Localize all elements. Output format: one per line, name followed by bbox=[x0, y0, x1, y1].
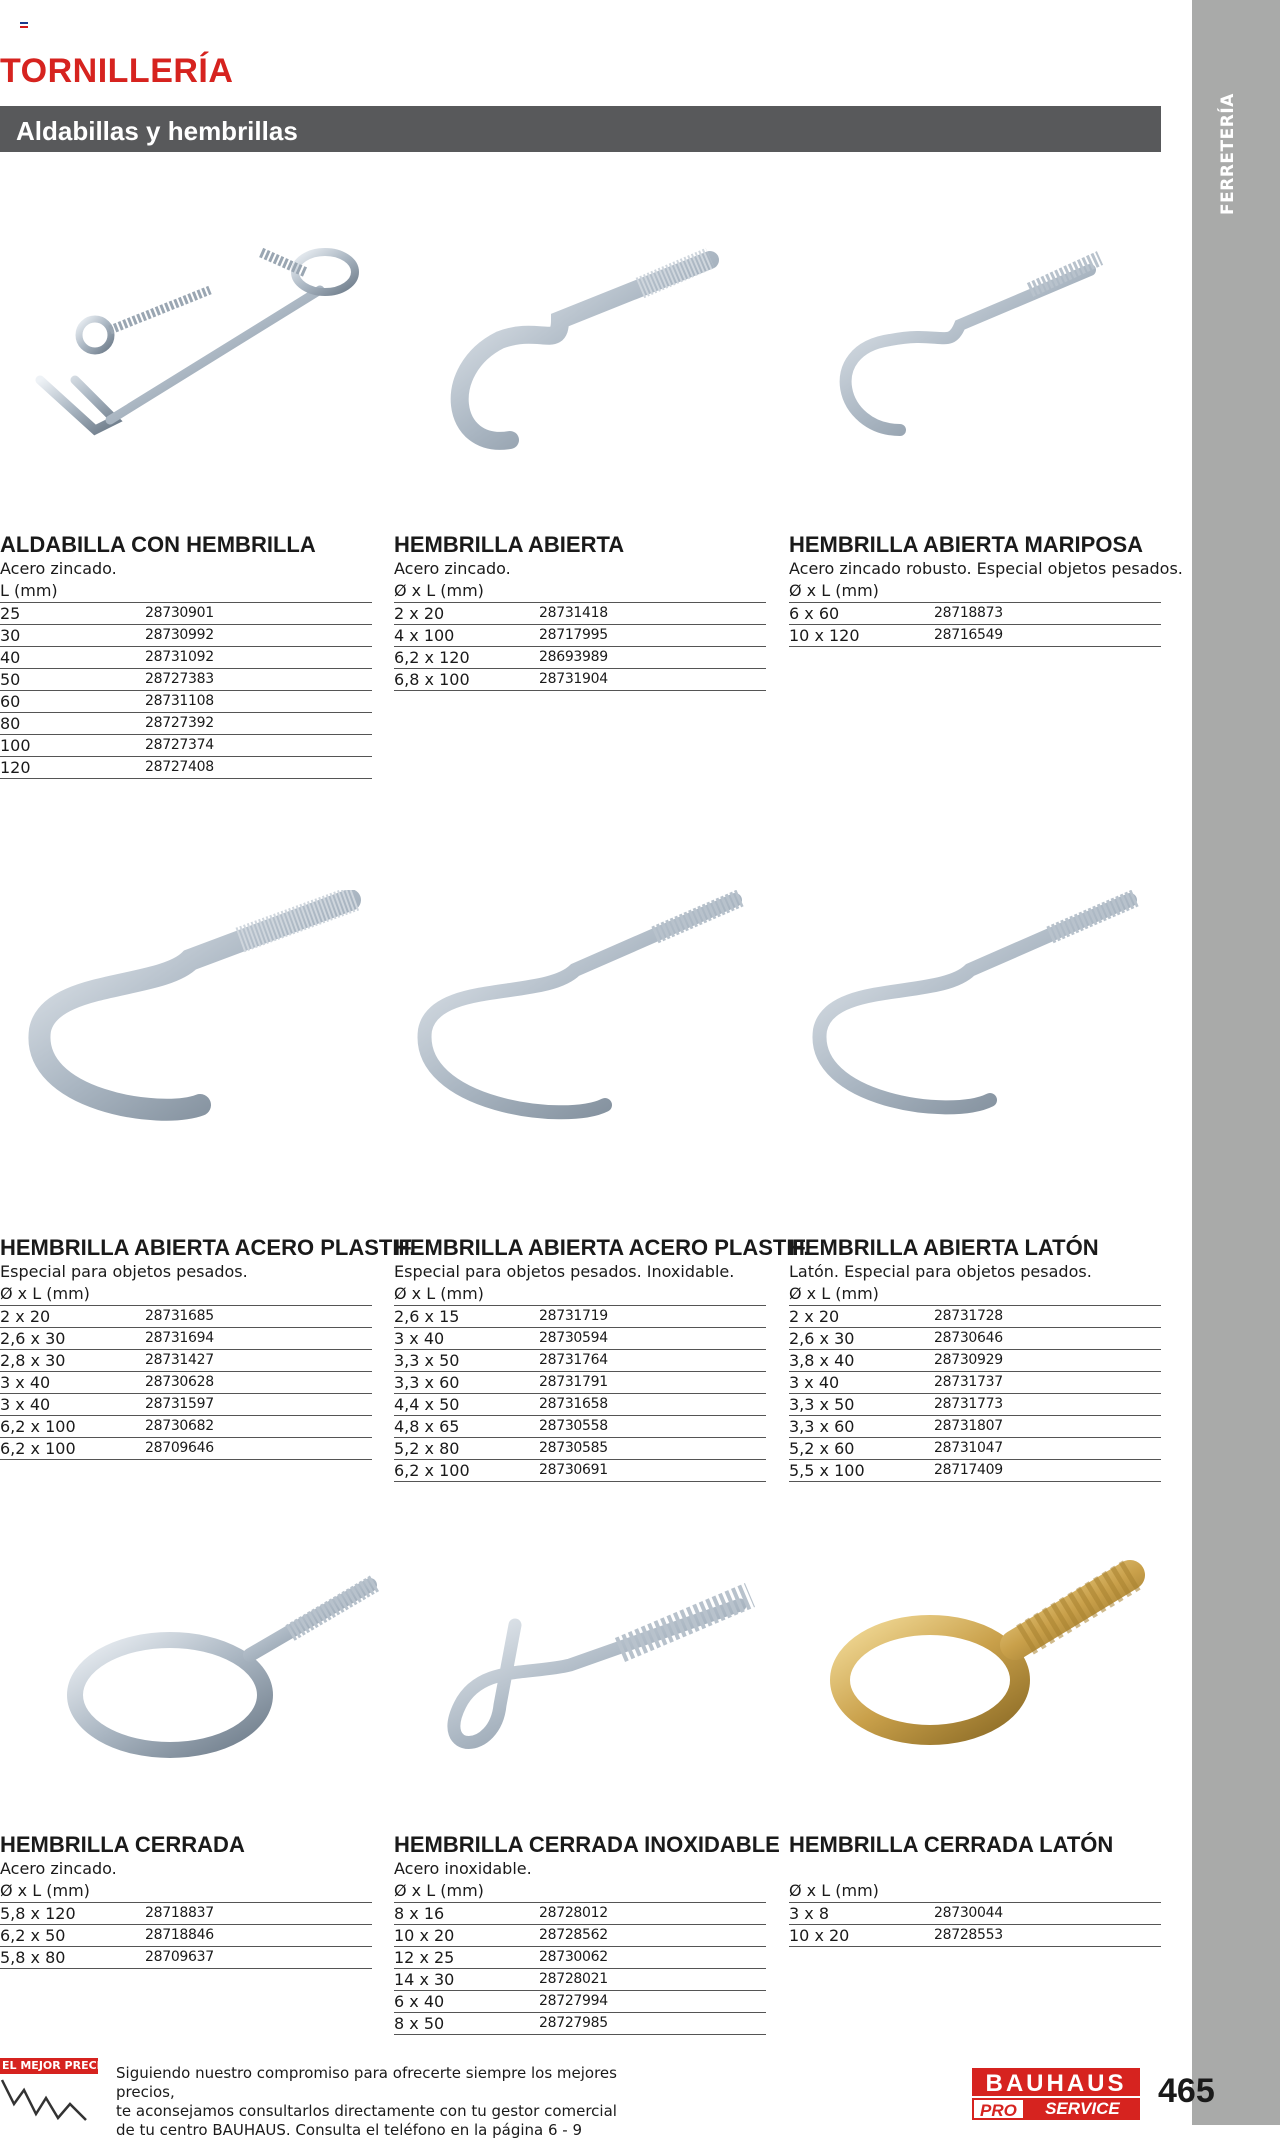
table-row bbox=[394, 1991, 766, 2013]
table-row bbox=[789, 1903, 1161, 1925]
size-cell: 40 bbox=[0, 648, 21, 667]
table-row bbox=[0, 1438, 372, 1460]
product-acero-plastif-inox bbox=[394, 1235, 810, 1482]
size-cell: 12 x 25 bbox=[394, 1948, 455, 1967]
table-row bbox=[394, 625, 766, 647]
table-row bbox=[0, 757, 372, 779]
code-cell: 28730992 bbox=[145, 627, 214, 643]
table-row bbox=[394, 1306, 766, 1328]
size-cell: 3,3 x 50 bbox=[394, 1351, 460, 1370]
sku-table bbox=[789, 603, 1161, 647]
code-cell: 28731597 bbox=[145, 1396, 214, 1412]
code-cell: 28727383 bbox=[145, 671, 214, 687]
code-cell: 28730062 bbox=[539, 1949, 608, 1965]
product-title: ALDABILLA CON HEMBRILLA bbox=[0, 532, 316, 557]
table-row bbox=[394, 1438, 766, 1460]
table-row bbox=[0, 1394, 372, 1416]
page-number: 465 bbox=[1158, 2072, 1215, 2110]
size-cell: 3,3 x 60 bbox=[789, 1417, 855, 1436]
logo-pro: PRO bbox=[972, 2098, 1025, 2120]
code-cell: 28718846 bbox=[145, 1927, 214, 1943]
table-row bbox=[0, 1947, 372, 1969]
product-desc: Especial para objetos pesados. bbox=[0, 1262, 248, 1281]
code-cell: 28731418 bbox=[539, 605, 608, 621]
table-row bbox=[0, 669, 372, 691]
table-row bbox=[394, 1460, 766, 1482]
product-title: HEMBRILLA CERRADA bbox=[0, 1832, 245, 1857]
product-desc: Acero zincado robusto. Especial objetos pesados. bbox=[789, 559, 1183, 578]
side-band bbox=[1192, 0, 1280, 2125]
table-row bbox=[789, 1925, 1161, 1947]
size-cell: 2,6 x 30 bbox=[789, 1329, 855, 1348]
column-header: Ø x L (mm) bbox=[789, 580, 1161, 603]
section-bar bbox=[0, 106, 1161, 152]
code-cell: 28730628 bbox=[145, 1374, 214, 1390]
size-cell: 30 bbox=[0, 626, 21, 645]
code-cell: 28730901 bbox=[145, 605, 214, 621]
code-cell: 28730682 bbox=[145, 1418, 214, 1434]
table-row bbox=[394, 1903, 766, 1925]
product-desc: Latón. Especial para objetos pesados. bbox=[789, 1262, 1092, 1281]
code-cell: 28728562 bbox=[539, 1927, 608, 1943]
table-row bbox=[394, 1350, 766, 1372]
table-row bbox=[789, 1416, 1161, 1438]
size-cell: 2 x 20 bbox=[789, 1307, 840, 1326]
page-title: TORNILLERÍA bbox=[0, 52, 234, 90]
table-row bbox=[0, 1416, 372, 1438]
code-cell: 28731427 bbox=[145, 1352, 214, 1368]
code-cell: 28731694 bbox=[145, 1330, 214, 1346]
best-price-badge bbox=[0, 2058, 111, 2125]
size-cell: 6 x 40 bbox=[394, 1992, 445, 2011]
code-cell: 28727994 bbox=[539, 1993, 608, 2009]
code-cell: 28731092 bbox=[145, 649, 214, 665]
size-cell: 2,6 x 30 bbox=[0, 1329, 66, 1348]
product-title: HEMBRILLA ABIERTA MARIPOSA bbox=[789, 532, 1144, 557]
code-cell: 28731773 bbox=[934, 1396, 1003, 1412]
column-header: Ø x L (mm) bbox=[394, 1880, 766, 1903]
hook-and-eye-latch-icon bbox=[20, 230, 400, 490]
size-cell: 6,2 x 100 bbox=[394, 1461, 470, 1480]
side-tab-label: FERRETERÍA bbox=[1218, 93, 1238, 215]
code-cell: 28731685 bbox=[145, 1308, 214, 1324]
code-cell: 28709646 bbox=[145, 1440, 214, 1456]
size-cell: 6,2 x 120 bbox=[394, 648, 470, 667]
table-row bbox=[394, 1416, 766, 1438]
code-cell: 28728021 bbox=[539, 1971, 608, 1987]
code-cell: 28731108 bbox=[145, 693, 214, 709]
product-desc: Acero zincado. bbox=[0, 559, 117, 578]
product-cerrada-laton bbox=[789, 1832, 1161, 1947]
table-row bbox=[394, 2013, 766, 2035]
size-cell: 3,8 x 40 bbox=[789, 1351, 855, 1370]
code-cell: 28730594 bbox=[539, 1330, 608, 1346]
table-row bbox=[394, 603, 766, 625]
column-header: Ø x L (mm) bbox=[0, 1283, 372, 1306]
size-cell: 5,8 x 120 bbox=[0, 1904, 76, 1923]
size-cell: 6,8 x 100 bbox=[394, 670, 470, 689]
open-hook-machine-thread-icon bbox=[410, 230, 790, 490]
table-row bbox=[789, 1460, 1161, 1482]
size-cell: 2 x 20 bbox=[394, 604, 445, 623]
footer-note-line: te aconsejamos consultarlos directamente con tu gestor comercial bbox=[116, 2102, 617, 2120]
code-cell: 28709637 bbox=[145, 1949, 214, 1965]
open-hook-machine-thread-icon bbox=[10, 890, 390, 1150]
table-row bbox=[394, 1328, 766, 1350]
table-row bbox=[394, 1394, 766, 1416]
brass-eye-screw-icon bbox=[810, 1555, 1190, 1815]
size-cell: 80 bbox=[0, 714, 21, 733]
code-cell: 28728553 bbox=[934, 1927, 1003, 1943]
table-row bbox=[789, 1328, 1161, 1350]
table-row bbox=[394, 669, 766, 691]
sku-table bbox=[789, 1903, 1161, 1947]
size-cell: 120 bbox=[0, 758, 31, 777]
product-title: HEMBRILLA ABIERTA LATÓN bbox=[789, 1235, 1099, 1260]
table-row bbox=[789, 1350, 1161, 1372]
size-cell: 5,2 x 80 bbox=[394, 1439, 460, 1458]
code-cell: 28728012 bbox=[539, 1905, 608, 1921]
product-desc bbox=[789, 1858, 1161, 1880]
product-desc: Acero zincado. bbox=[394, 559, 511, 578]
section-title: Aldabillas y hembrillas bbox=[16, 116, 298, 146]
size-cell: 2,8 x 30 bbox=[0, 1351, 66, 1370]
column-header: Ø x L (mm) bbox=[394, 580, 766, 603]
column-header: L (mm) bbox=[0, 580, 372, 603]
open-hook-wood-screw-icon bbox=[405, 890, 785, 1150]
size-cell: 5,8 x 80 bbox=[0, 1948, 66, 1967]
open-hook-wood-screw-icon bbox=[800, 230, 1180, 490]
table-row bbox=[394, 1372, 766, 1394]
product-title: HEMBRILLA CERRADA INOXIDABLE bbox=[394, 1832, 780, 1857]
price-drop-chart-icon bbox=[0, 2074, 94, 2122]
table-row bbox=[789, 1306, 1161, 1328]
product-title: HEMBRILLA ABIERTA bbox=[394, 532, 625, 557]
code-cell: 28717409 bbox=[934, 1462, 1003, 1478]
product-title: HEMBRILLA ABIERTA ACERO PLASTIF. bbox=[394, 1235, 810, 1260]
table-row bbox=[789, 1438, 1161, 1460]
size-cell: 4,4 x 50 bbox=[394, 1395, 460, 1414]
size-cell: 10 x 20 bbox=[394, 1926, 455, 1945]
table-row bbox=[394, 1969, 766, 1991]
code-cell: 28731764 bbox=[539, 1352, 608, 1368]
size-cell: 3 x 40 bbox=[0, 1373, 51, 1392]
table-row bbox=[789, 603, 1161, 625]
footer-note-line: de tu centro BAUHAUS. Consulta el teléfono en la página 6 - 9 bbox=[116, 2121, 583, 2139]
code-cell: 28727408 bbox=[145, 759, 214, 775]
size-cell: 3 x 8 bbox=[789, 1904, 829, 1923]
product-hembrilla-abierta-mariposa bbox=[789, 532, 1183, 647]
size-cell: 4,8 x 65 bbox=[394, 1417, 460, 1436]
product-aldabilla bbox=[0, 532, 372, 779]
table-row bbox=[0, 1306, 372, 1328]
best-price-badge-label: EL MEJOR PRECIO bbox=[2, 2059, 111, 2072]
code-cell: 28730691 bbox=[539, 1462, 608, 1478]
product-title: HEMBRILLA CERRADA LATÓN bbox=[789, 1832, 1114, 1857]
column-header: Ø x L (mm) bbox=[0, 1880, 372, 1903]
size-cell: 50 bbox=[0, 670, 21, 689]
sku-table bbox=[0, 1903, 372, 1969]
table-row bbox=[0, 735, 372, 757]
product-desc: Acero inoxidable. bbox=[394, 1859, 532, 1878]
size-cell: 10 x 120 bbox=[789, 626, 860, 645]
table-row bbox=[0, 647, 372, 669]
size-cell: 5,5 x 100 bbox=[789, 1461, 865, 1480]
code-cell: 28717995 bbox=[539, 627, 608, 643]
size-cell: 6 x 60 bbox=[789, 604, 840, 623]
table-row bbox=[0, 691, 372, 713]
size-cell: 2 x 20 bbox=[0, 1307, 51, 1326]
table-row bbox=[394, 1947, 766, 1969]
code-cell: 28730646 bbox=[934, 1330, 1003, 1346]
size-cell: 10 x 20 bbox=[789, 1926, 850, 1945]
size-cell: 3 x 40 bbox=[789, 1373, 840, 1392]
code-cell: 28727985 bbox=[539, 2015, 608, 2031]
table-row bbox=[0, 625, 372, 647]
footer-note-line: Siguiendo nuestro compromiso para ofrecerte siempre los mejores precios, bbox=[116, 2064, 617, 2101]
sku-table bbox=[394, 1306, 766, 1482]
code-cell: 28731904 bbox=[539, 671, 608, 687]
size-cell: 100 bbox=[0, 736, 31, 755]
code-cell: 28716549 bbox=[934, 627, 1003, 643]
size-cell: 4 x 100 bbox=[394, 626, 455, 645]
code-cell: 28693989 bbox=[539, 649, 608, 665]
product-cerrada-inoxidable bbox=[394, 1832, 780, 2035]
product-cerrada bbox=[0, 1832, 372, 1969]
product-title: HEMBRILLA ABIERTA ACERO PLASTIF. bbox=[0, 1235, 416, 1260]
code-cell: 28731791 bbox=[539, 1374, 608, 1390]
closed-loop-screw-icon bbox=[420, 1555, 800, 1815]
size-cell: 14 x 30 bbox=[394, 1970, 455, 1989]
top-mark bbox=[20, 22, 28, 24]
table-row bbox=[0, 713, 372, 735]
size-cell: 6,2 x 100 bbox=[0, 1417, 76, 1436]
closed-eye-screw-icon bbox=[50, 1555, 430, 1815]
code-cell: 28731807 bbox=[934, 1418, 1003, 1434]
table-row bbox=[394, 1925, 766, 1947]
table-row bbox=[0, 603, 372, 625]
column-header: Ø x L (mm) bbox=[394, 1283, 766, 1306]
size-cell: 3 x 40 bbox=[0, 1395, 51, 1414]
size-cell: 2,6 x 15 bbox=[394, 1307, 460, 1326]
table-row bbox=[0, 1372, 372, 1394]
code-cell: 28718873 bbox=[934, 605, 1003, 621]
code-cell: 28727374 bbox=[145, 737, 214, 753]
table-row bbox=[0, 1903, 372, 1925]
size-cell: 60 bbox=[0, 692, 21, 711]
logo-wordmark: BAUHAUS bbox=[972, 2068, 1140, 2096]
bauhaus-logo bbox=[972, 2068, 1140, 2120]
open-hook-wood-screw-icon bbox=[800, 890, 1180, 1150]
table-row bbox=[0, 1925, 372, 1947]
product-acero-plastif bbox=[0, 1235, 416, 1460]
sku-table bbox=[789, 1306, 1161, 1482]
size-cell: 6,2 x 50 bbox=[0, 1926, 66, 1945]
size-cell: 25 bbox=[0, 604, 21, 623]
table-row bbox=[0, 1328, 372, 1350]
product-hembrilla-abierta bbox=[394, 532, 766, 691]
code-cell: 28718837 bbox=[145, 1905, 214, 1921]
code-cell: 28730585 bbox=[539, 1440, 608, 1456]
sku-table bbox=[394, 603, 766, 691]
size-cell: 8 x 50 bbox=[394, 2014, 445, 2033]
table-row bbox=[394, 647, 766, 669]
size-cell: 5,2 x 60 bbox=[789, 1439, 855, 1458]
column-header: Ø x L (mm) bbox=[789, 1283, 1161, 1306]
code-cell: 28731047 bbox=[934, 1440, 1003, 1456]
table-row bbox=[789, 1394, 1161, 1416]
size-cell: 3,3 x 60 bbox=[394, 1373, 460, 1392]
table-row bbox=[0, 1350, 372, 1372]
code-cell: 28731719 bbox=[539, 1308, 608, 1324]
sku-table bbox=[0, 1306, 372, 1460]
product-desc: Acero zincado. bbox=[0, 1859, 117, 1878]
code-cell: 28730044 bbox=[934, 1905, 1003, 1921]
product-abierta-laton bbox=[789, 1235, 1161, 1482]
code-cell: 28731728 bbox=[934, 1308, 1003, 1324]
table-row bbox=[789, 1372, 1161, 1394]
footer-note bbox=[116, 2064, 676, 2140]
code-cell: 28731658 bbox=[539, 1396, 608, 1412]
logo-pro-service bbox=[972, 2098, 1140, 2120]
sku-table bbox=[0, 603, 372, 779]
code-cell: 28730558 bbox=[539, 1418, 608, 1434]
table-row bbox=[789, 625, 1161, 647]
size-cell: 8 x 16 bbox=[394, 1904, 445, 1923]
size-cell: 6,2 x 100 bbox=[0, 1439, 76, 1458]
size-cell: 3,3 x 50 bbox=[789, 1395, 855, 1414]
logo-service: SERVICE bbox=[1025, 2098, 1140, 2120]
product-desc: Especial para objetos pesados. Inoxidable. bbox=[394, 1262, 735, 1281]
column-header: Ø x L (mm) bbox=[789, 1880, 1161, 1903]
code-cell: 28730929 bbox=[934, 1352, 1003, 1368]
sku-table bbox=[394, 1903, 766, 2035]
size-cell: 3 x 40 bbox=[394, 1329, 445, 1348]
code-cell: 28727392 bbox=[145, 715, 214, 731]
code-cell: 28731737 bbox=[934, 1374, 1003, 1390]
